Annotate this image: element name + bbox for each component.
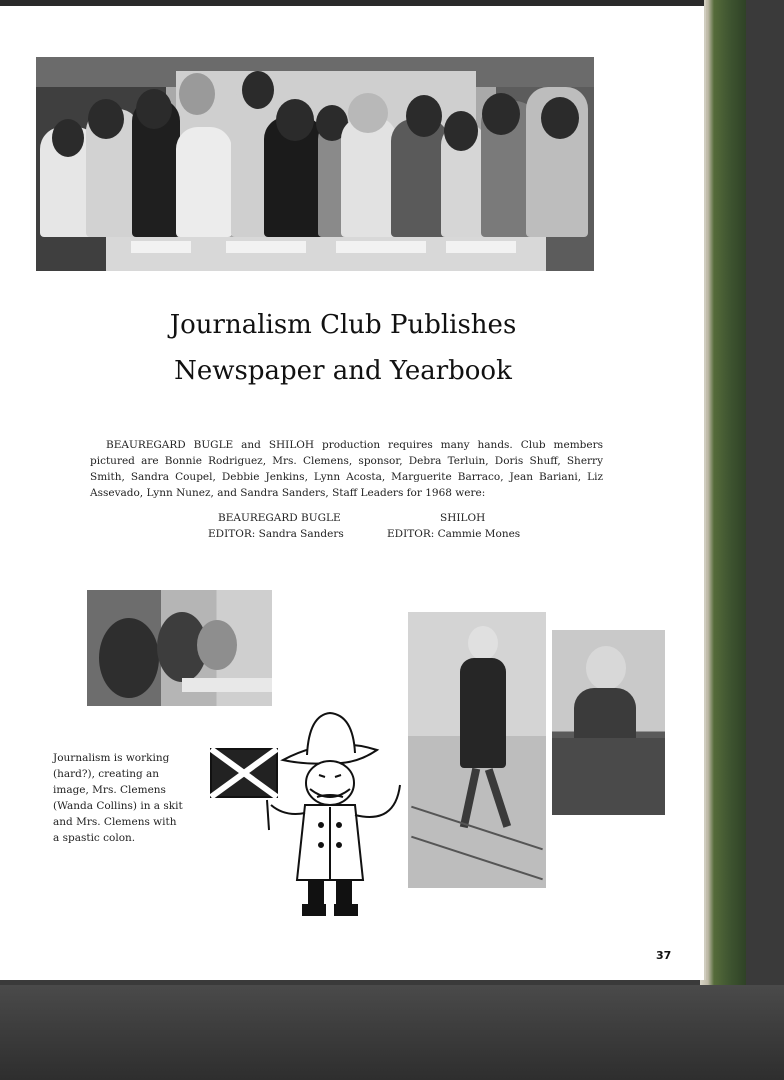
page-title-line-2: Newspaper and Yearbook (174, 356, 512, 386)
body-paragraph: BEAUREGARD BUGLE and SHILOH production requires many hands. Club members pictured are Bonnie Rodriguez, Mrs. Clemens, sponsor, Debra Terluin, Doris Shuff, Sherry Smith, Sandra Coupel, Debbie Jenkins, Lynn Acosta, Marguerite Barraco, Jean Bariani, Liz Assevado, Lynn Nunez, and Sandra Sanders, Staff Leaders for 1968 were: (90, 439, 603, 499)
yearbook-binding (700, 0, 746, 985)
person-body (460, 658, 506, 768)
person-leg (460, 768, 480, 828)
person-silhouette (197, 620, 237, 670)
working-photo (87, 590, 272, 706)
club-member (176, 127, 232, 237)
page-top-edge (0, 0, 704, 6)
newspaper (226, 241, 306, 253)
club-member-head (88, 99, 124, 139)
sponsor-photo (552, 630, 665, 815)
newspaper (131, 241, 191, 253)
staff-left-editor: EDITOR: Sandra Sanders (208, 528, 344, 540)
newspaper (446, 241, 516, 253)
page-title-line-1: Journalism Club Publishes (169, 310, 517, 340)
scan-background (0, 985, 784, 1080)
club-member-head (179, 73, 215, 115)
desk (552, 738, 665, 815)
club-member (341, 117, 397, 237)
club-member-head (482, 93, 520, 135)
person-head (468, 626, 498, 660)
club-member-head (348, 93, 388, 133)
newspaper (336, 241, 426, 253)
staff-right-editor: EDITOR: Cammie Mones (387, 528, 521, 540)
person-body (574, 688, 636, 738)
staff-left-publication: BEAUREGARD BUGLE (218, 512, 341, 524)
club-member-head (52, 119, 84, 157)
club-member-head (136, 89, 172, 129)
page-number: 37 (656, 949, 672, 962)
club-member-head (242, 71, 274, 109)
group-photo (36, 57, 594, 271)
club-member-head (541, 97, 579, 139)
club-member-head (406, 95, 442, 137)
flag-pole (267, 800, 269, 830)
person-head (586, 646, 626, 690)
club-member-head (444, 111, 478, 151)
desk-papers (182, 678, 272, 692)
person-leg (485, 768, 511, 828)
rebel-mascot-illustration (205, 705, 410, 920)
photo-caption: Journalism is working (hard?), creating an image, Mrs. Clemens (Wanda Collins) in a skit and Mrs. Clemens with a spastic colon. (53, 752, 183, 844)
staff-right-publication: SHILOH (440, 512, 486, 524)
club-member-head (276, 99, 314, 141)
person-silhouette (99, 618, 159, 698)
skit-photo (408, 612, 546, 888)
